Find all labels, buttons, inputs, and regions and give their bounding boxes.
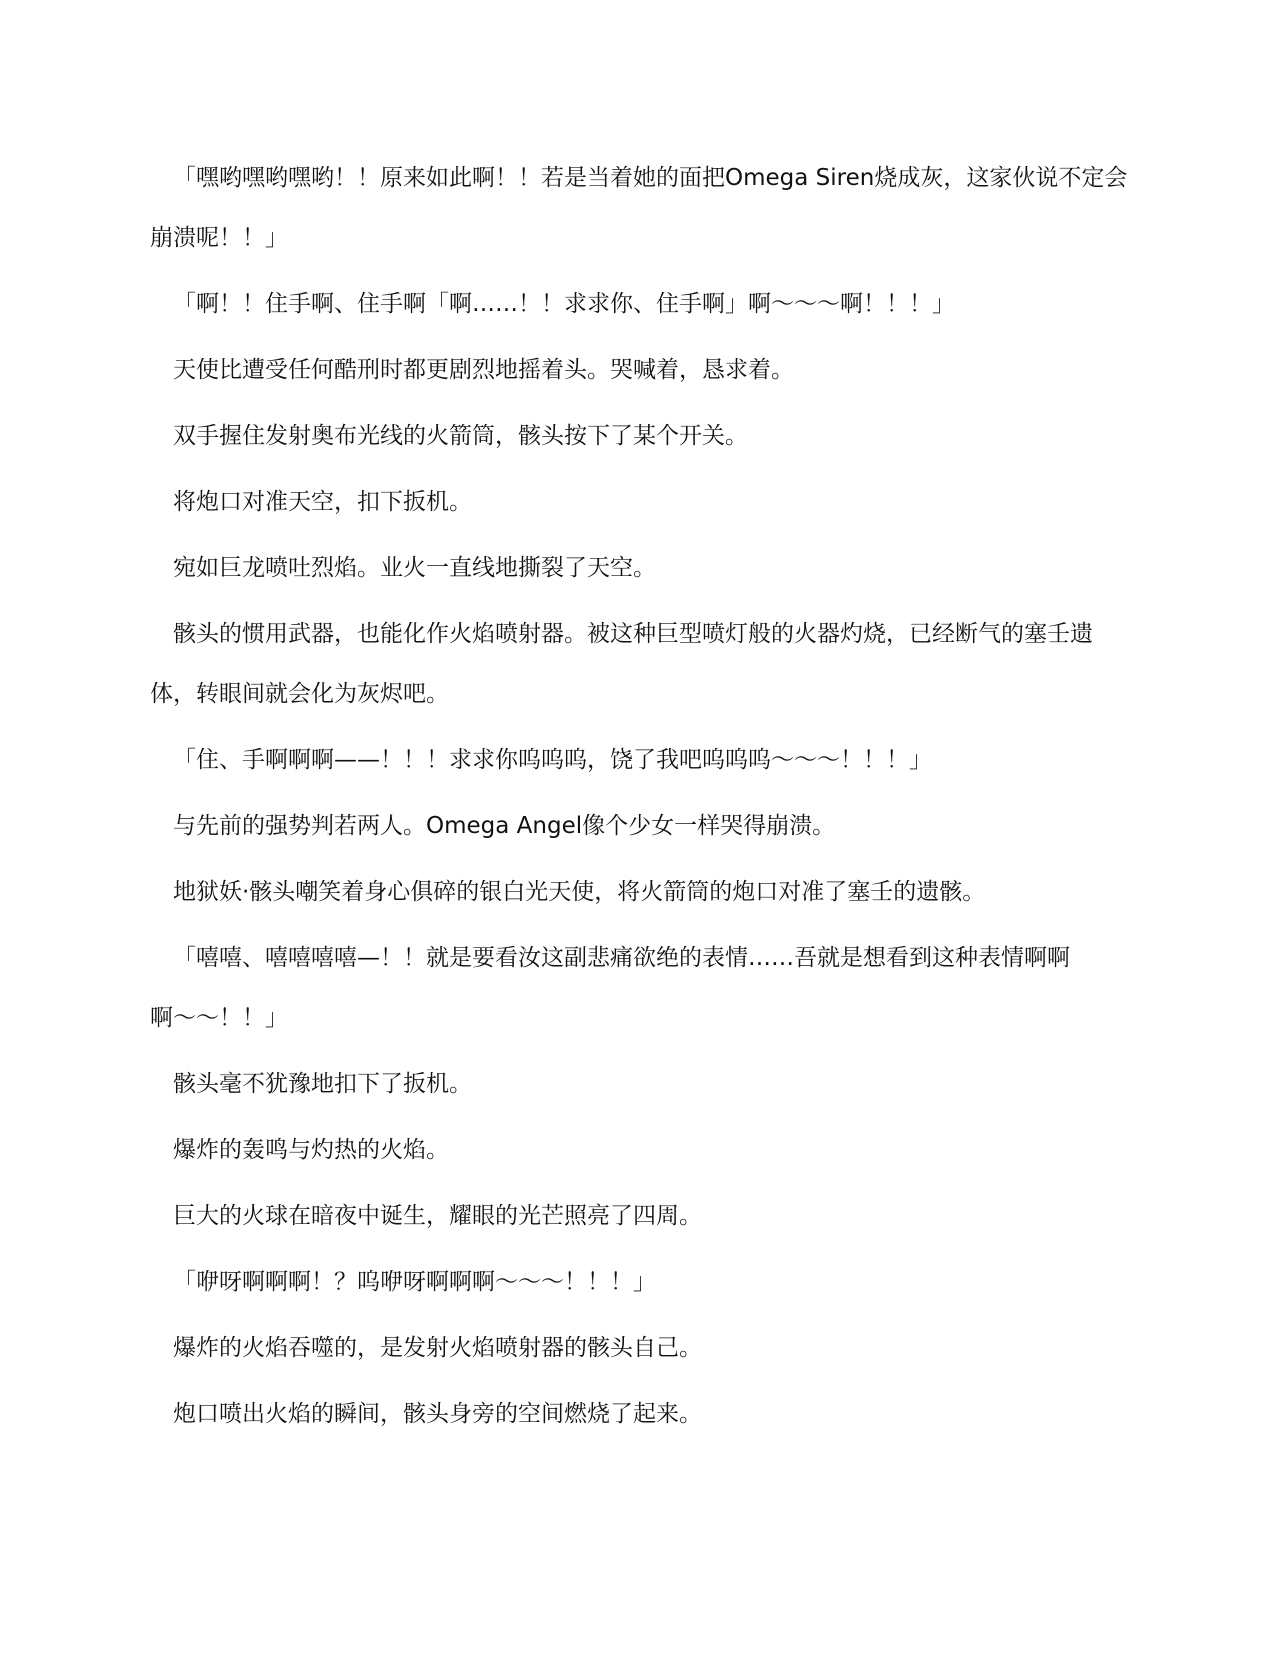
paragraph: 「嘻嘻、嘻嘻嘻嘻—！！就是要看汝这副悲痛欲绝的表情……吾就是想看到这种表情啊啊啊〜〜！！」	[150, 945, 1070, 1031]
paragraph: 炮口喷出火焰的瞬间，骸头身旁的空间燃烧了起来。	[173, 1401, 702, 1427]
paragraph: 与先前的强势判若两人。Omega Angel像个少女一样哭得崩溃。	[173, 813, 836, 839]
paragraph: 巨大的火球在暗夜中诞生，耀眼的光芒照亮了四周。	[173, 1203, 702, 1229]
paragraph: 宛如巨龙喷吐烈焰。业火一直线地撕裂了天空。	[173, 555, 656, 581]
paragraph: 将炮口对准天空，扣下扳机。	[173, 489, 472, 515]
paragraph: 地狱妖·骸头嘲笑着身心俱碎的银白光天使，将火箭筒的炮口对准了塞壬的遗骸。	[173, 879, 986, 905]
paragraph: 骸头毫不犹豫地扣下了扳机。	[173, 1071, 472, 1097]
paragraph: 双手握住发射奥布光线的火箭筒，骸头按下了某个开关。	[173, 423, 748, 449]
paragraph: 爆炸的轰鸣与灼热的火焰。	[173, 1137, 449, 1163]
paragraph: 「啊！！住手啊、住手啊「啊……！！求求你、住手啊」啊〜〜〜啊！！！」	[173, 291, 955, 317]
paragraph: 天使比遭受任何酷刑时都更剧烈地摇着头。哭喊着，恳求着。	[173, 357, 794, 383]
paragraph: 「咿呀啊啊啊！？呜咿呀啊啊啊〜〜〜！！！」	[173, 1269, 656, 1295]
paragraph: 「嘿哟嘿哟嘿哟！！原来如此啊！！若是当着她的面把Omega Siren烧成灰，这家伙说不定会崩溃呢！！」	[150, 165, 1128, 251]
paragraph: 骸头的惯用武器，也能化作火焰喷射器。被这种巨型喷灯般的火器灼烧，已经断气的塞壬遗体，转眼间就会化为灰烬吧。	[150, 621, 1093, 707]
paragraph: 爆炸的火焰吞噬的，是发射火焰喷射器的骸头自己。	[173, 1335, 702, 1361]
body-text	[150, 148, 1130, 1450]
paragraph: 「住、手啊啊啊——！！！求求你呜呜呜，饶了我吧呜呜呜〜〜〜！！！」	[173, 747, 932, 773]
